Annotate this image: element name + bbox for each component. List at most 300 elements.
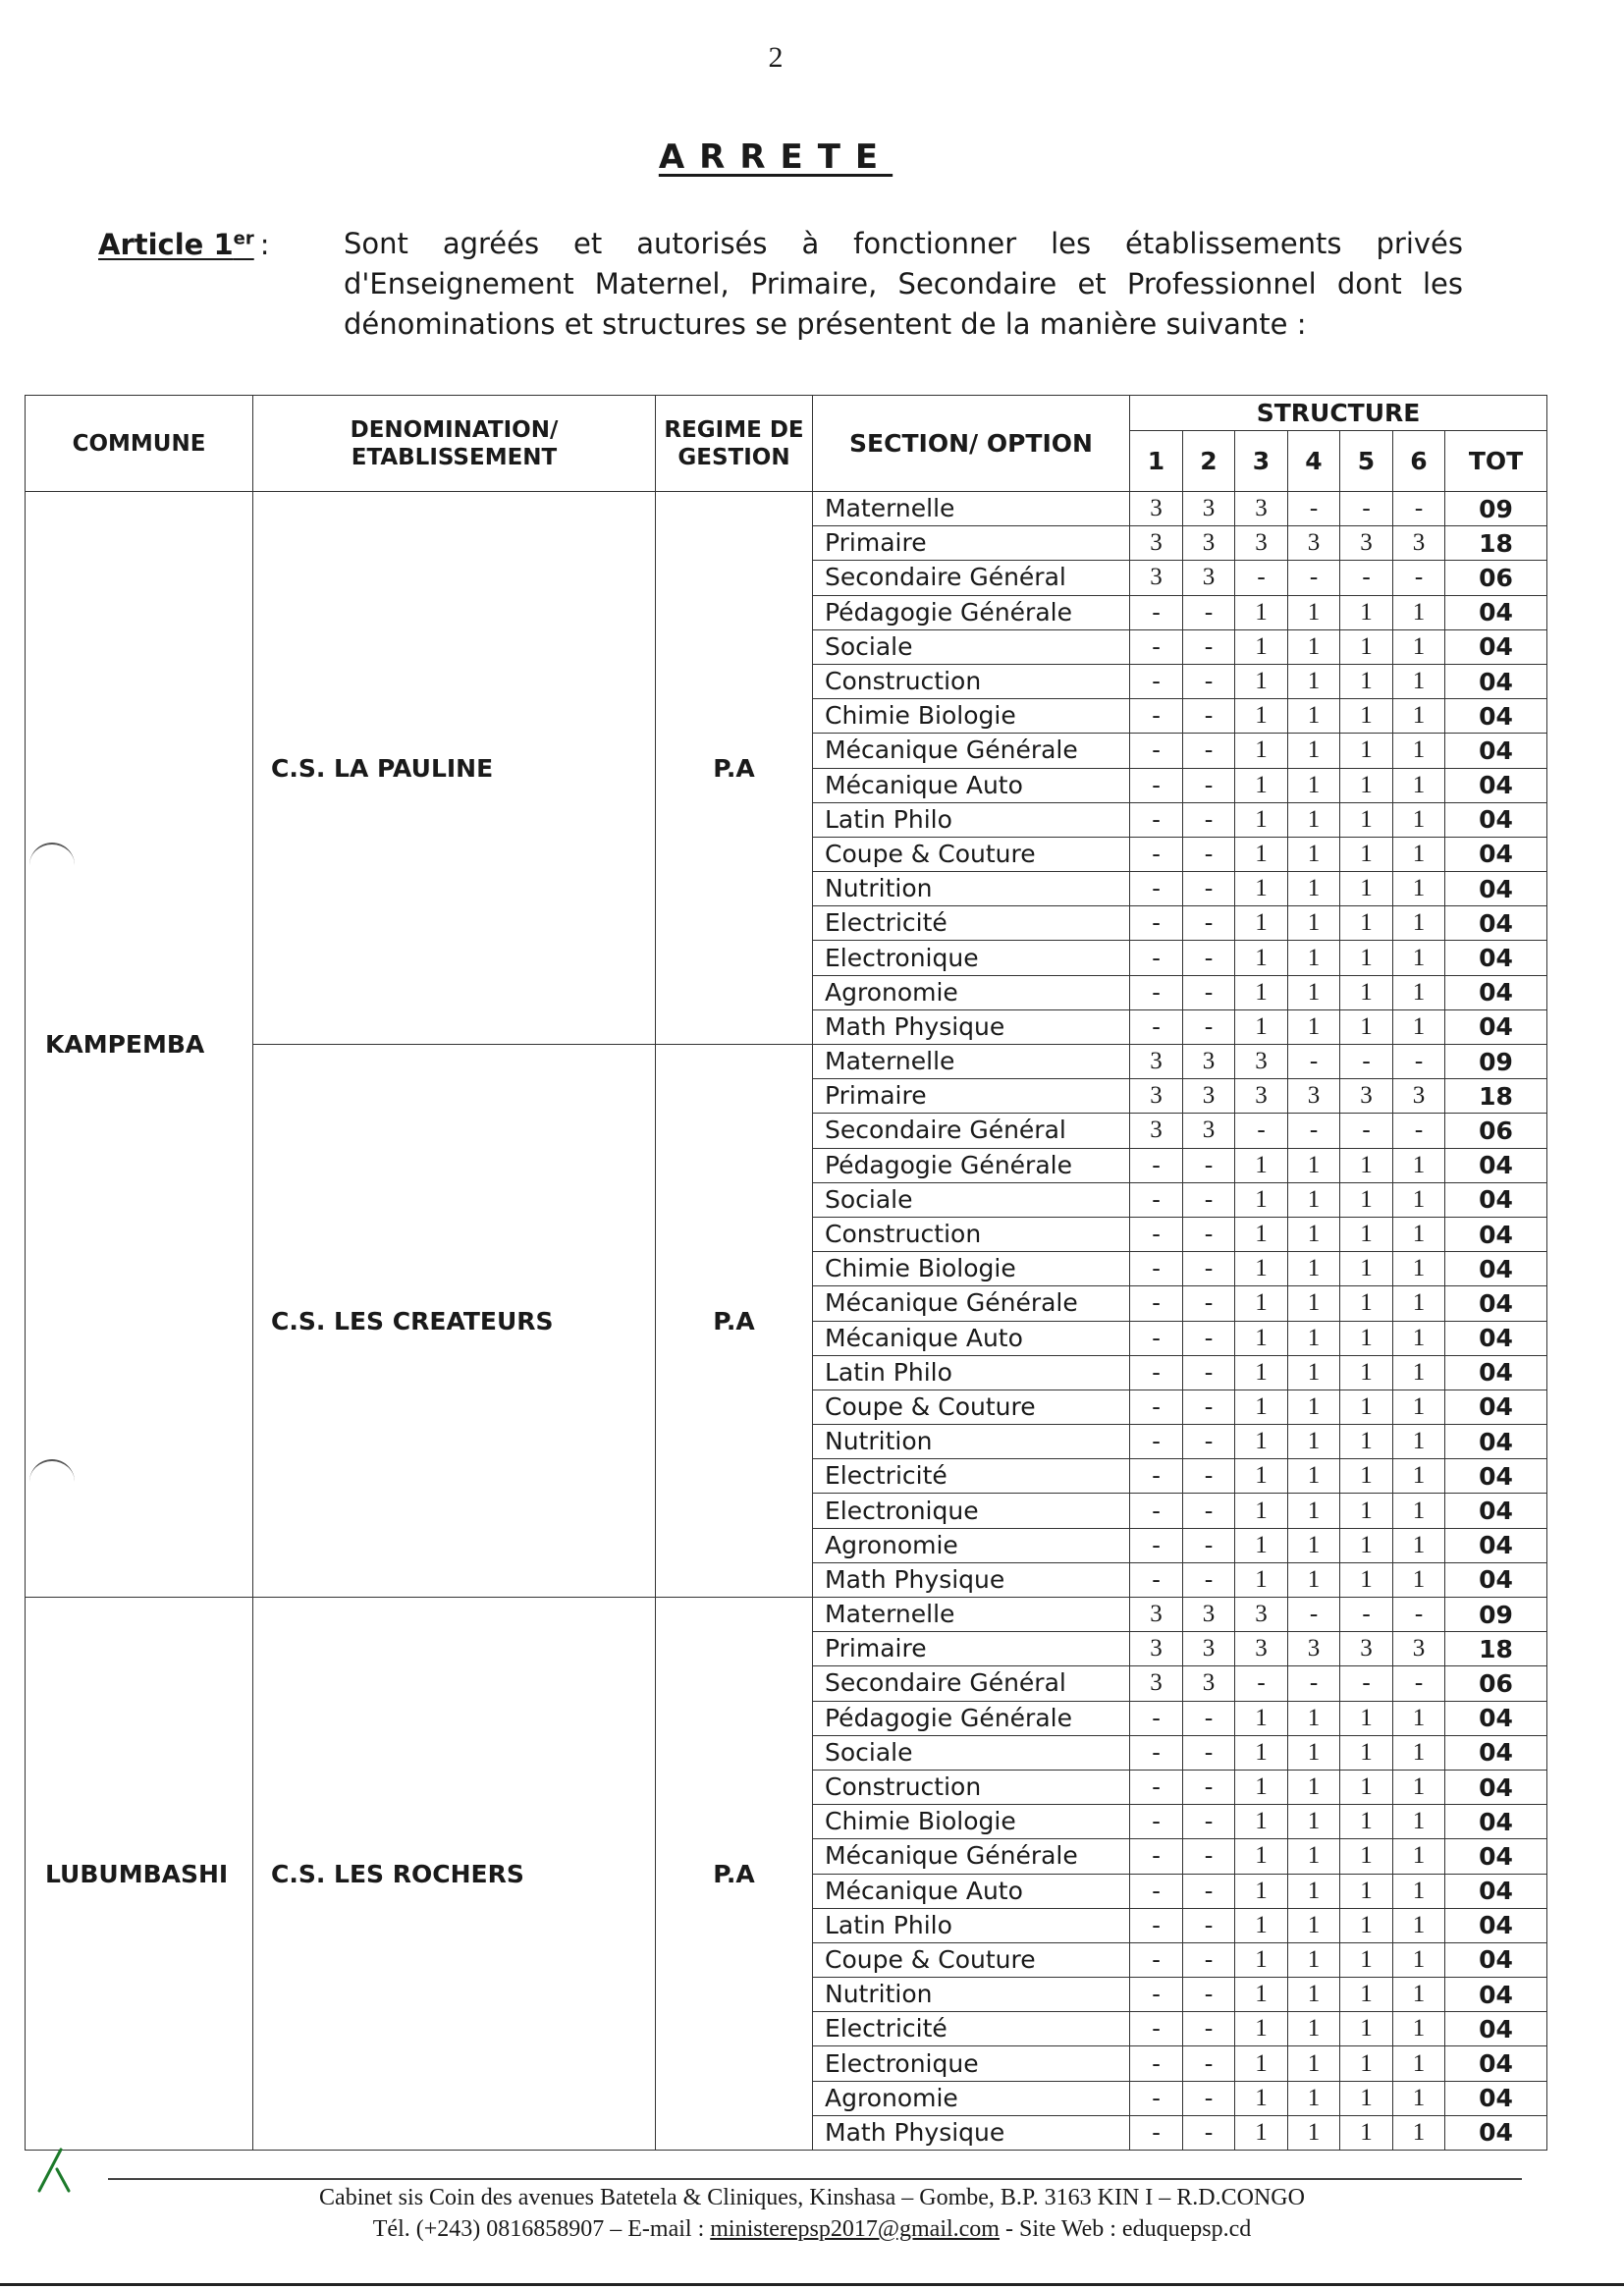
level-6-cell: 1 bbox=[1393, 1009, 1445, 1044]
level-2-cell: 3 bbox=[1183, 1666, 1235, 1701]
level-3-cell: 1 bbox=[1235, 1252, 1288, 1286]
level-4-cell: - bbox=[1288, 1114, 1340, 1148]
level-3-cell: 1 bbox=[1235, 595, 1288, 629]
level-2-cell: - bbox=[1183, 1528, 1235, 1562]
level-5-cell: 3 bbox=[1340, 526, 1393, 561]
level-1-cell: - bbox=[1130, 1494, 1183, 1528]
section-option-cell: Agronomie bbox=[813, 1528, 1130, 1562]
level-6-cell: 1 bbox=[1393, 1390, 1445, 1424]
level-5-cell: 1 bbox=[1340, 664, 1393, 698]
level-6-cell: 1 bbox=[1393, 1874, 1445, 1908]
level-4-cell: 1 bbox=[1288, 1425, 1340, 1459]
level-6-cell: 1 bbox=[1393, 1942, 1445, 1977]
total-cell: 18 bbox=[1445, 526, 1547, 561]
level-3-cell: 1 bbox=[1235, 664, 1288, 698]
commune-cell: LUBUMBASHI bbox=[26, 1598, 253, 2151]
total-cell: 04 bbox=[1445, 1805, 1547, 1839]
level-4-cell: 1 bbox=[1288, 1942, 1340, 1977]
level-5-cell: 1 bbox=[1340, 1355, 1393, 1390]
level-5-cell: - bbox=[1340, 1045, 1393, 1079]
level-3-cell: 1 bbox=[1235, 1908, 1288, 1942]
level-3-cell: 1 bbox=[1235, 2012, 1288, 2046]
level-3-cell: 1 bbox=[1235, 1217, 1288, 1251]
level-5-cell: 1 bbox=[1340, 906, 1393, 941]
level-3-cell: 1 bbox=[1235, 1355, 1288, 1390]
level-4-cell: 1 bbox=[1288, 1217, 1340, 1251]
section-option-cell: Sociale bbox=[813, 1735, 1130, 1770]
level-2-cell: - bbox=[1183, 1390, 1235, 1424]
level-2-cell: - bbox=[1183, 1252, 1235, 1286]
level-4-cell: 3 bbox=[1288, 1632, 1340, 1666]
level-1-cell: 3 bbox=[1130, 1666, 1183, 1701]
level-5-cell: 1 bbox=[1340, 837, 1393, 871]
level-3-cell: 1 bbox=[1235, 629, 1288, 664]
total-cell: 04 bbox=[1445, 1735, 1547, 1770]
header-section: SECTION/ OPTION bbox=[813, 396, 1130, 492]
level-6-cell: 1 bbox=[1393, 1494, 1445, 1528]
level-4-cell: 3 bbox=[1288, 1079, 1340, 1114]
level-3-cell: 1 bbox=[1235, 941, 1288, 975]
level-6-cell: - bbox=[1393, 1114, 1445, 1148]
level-5-cell: 1 bbox=[1340, 1009, 1393, 1044]
level-2-cell: - bbox=[1183, 1805, 1235, 1839]
total-cell: 04 bbox=[1445, 1425, 1547, 1459]
total-cell: 04 bbox=[1445, 1908, 1547, 1942]
section-option-cell: Nutrition bbox=[813, 872, 1130, 906]
level-5-cell: 1 bbox=[1340, 1459, 1393, 1494]
section-option-cell: Maternelle bbox=[813, 492, 1130, 526]
level-1-cell: - bbox=[1130, 1182, 1183, 1217]
total-cell: 04 bbox=[1445, 1390, 1547, 1424]
level-2-cell: - bbox=[1183, 837, 1235, 871]
section-option-cell: Mécanique Générale bbox=[813, 1286, 1130, 1321]
total-cell: 04 bbox=[1445, 2046, 1547, 2081]
level-1-cell: - bbox=[1130, 734, 1183, 768]
level-5-cell: 1 bbox=[1340, 1701, 1393, 1735]
level-5-cell: 1 bbox=[1340, 1908, 1393, 1942]
level-5-cell: - bbox=[1340, 1114, 1393, 1148]
level-3-cell: 1 bbox=[1235, 734, 1288, 768]
level-5-cell: 1 bbox=[1340, 768, 1393, 802]
table-body bbox=[26, 492, 1547, 2151]
level-4-cell: 1 bbox=[1288, 1390, 1340, 1424]
header-level-5: 5 bbox=[1340, 431, 1393, 492]
section-option-cell: Primaire bbox=[813, 1079, 1130, 1114]
level-4-cell: 1 bbox=[1288, 1148, 1340, 1182]
level-2-cell: - bbox=[1183, 595, 1235, 629]
level-2-cell: - bbox=[1183, 1494, 1235, 1528]
total-cell: 04 bbox=[1445, 2115, 1547, 2150]
level-6-cell: 3 bbox=[1393, 1632, 1445, 1666]
level-3-cell: 1 bbox=[1235, 1839, 1288, 1874]
level-2-cell: 3 bbox=[1183, 1598, 1235, 1632]
level-1-cell: 3 bbox=[1130, 492, 1183, 526]
total-cell: 04 bbox=[1445, 1528, 1547, 1562]
total-cell: 09 bbox=[1445, 1045, 1547, 1079]
total-cell: 04 bbox=[1445, 906, 1547, 941]
level-1-cell: 3 bbox=[1130, 1632, 1183, 1666]
total-cell: 04 bbox=[1445, 1839, 1547, 1874]
level-2-cell: - bbox=[1183, 1355, 1235, 1390]
level-6-cell: - bbox=[1393, 561, 1445, 595]
header-commune: COMMUNE bbox=[26, 396, 253, 492]
section-option-cell: Electronique bbox=[813, 2046, 1130, 2081]
section-option-cell: Mécanique Générale bbox=[813, 734, 1130, 768]
level-3-cell: 1 bbox=[1235, 1701, 1288, 1735]
level-2-cell: - bbox=[1183, 1425, 1235, 1459]
level-6-cell: 1 bbox=[1393, 1562, 1445, 1597]
level-4-cell: - bbox=[1288, 1598, 1340, 1632]
regime-cell: P.A bbox=[656, 1598, 813, 2151]
section-option-cell: Secondaire Général bbox=[813, 1666, 1130, 1701]
level-6-cell: 1 bbox=[1393, 2081, 1445, 2115]
level-3-cell: 1 bbox=[1235, 872, 1288, 906]
article-label bbox=[98, 228, 270, 261]
level-6-cell: 1 bbox=[1393, 768, 1445, 802]
level-5-cell: 1 bbox=[1340, 1425, 1393, 1459]
section-option-cell: Mécanique Auto bbox=[813, 1874, 1130, 1908]
level-4-cell: 1 bbox=[1288, 2115, 1340, 2150]
level-1-cell: - bbox=[1130, 1770, 1183, 1804]
level-1-cell: - bbox=[1130, 699, 1183, 734]
level-4-cell: 1 bbox=[1288, 906, 1340, 941]
level-2-cell: 3 bbox=[1183, 1114, 1235, 1148]
level-6-cell: 1 bbox=[1393, 1459, 1445, 1494]
level-2-cell: - bbox=[1183, 629, 1235, 664]
footer-contact bbox=[0, 2213, 1624, 2245]
level-3-cell: 3 bbox=[1235, 492, 1288, 526]
level-4-cell: 1 bbox=[1288, 1978, 1340, 2012]
level-6-cell: 1 bbox=[1393, 1701, 1445, 1735]
level-1-cell: 3 bbox=[1130, 1045, 1183, 1079]
level-1-cell: - bbox=[1130, 1252, 1183, 1286]
section-option-cell: Secondaire Général bbox=[813, 561, 1130, 595]
level-2-cell: - bbox=[1183, 1217, 1235, 1251]
level-3-cell: 1 bbox=[1235, 1770, 1288, 1804]
level-6-cell: 1 bbox=[1393, 699, 1445, 734]
level-4-cell: 1 bbox=[1288, 1459, 1340, 1494]
level-2-cell: 3 bbox=[1183, 492, 1235, 526]
level-3-cell: 1 bbox=[1235, 837, 1288, 871]
level-6-cell: - bbox=[1393, 1045, 1445, 1079]
section-option-cell: Coupe & Couture bbox=[813, 1390, 1130, 1424]
establishment-cell: C.S. LA PAULINE bbox=[253, 492, 656, 1045]
level-2-cell: 3 bbox=[1183, 1632, 1235, 1666]
footer-site: - Site Web : eduquepsp.cd bbox=[1004, 2216, 1252, 2242]
total-cell: 04 bbox=[1445, 941, 1547, 975]
section-option-cell: Maternelle bbox=[813, 1598, 1130, 1632]
level-3-cell: 3 bbox=[1235, 1045, 1288, 1079]
level-3-cell: 1 bbox=[1235, 1528, 1288, 1562]
level-3-cell: 1 bbox=[1235, 1182, 1288, 1217]
level-4-cell: 1 bbox=[1288, 1735, 1340, 1770]
level-5-cell: 1 bbox=[1340, 872, 1393, 906]
level-4-cell: 1 bbox=[1288, 872, 1340, 906]
level-4-cell: 1 bbox=[1288, 1321, 1340, 1355]
level-3-cell: - bbox=[1235, 1666, 1288, 1701]
total-cell: 04 bbox=[1445, 1459, 1547, 1494]
level-1-cell: 3 bbox=[1130, 1079, 1183, 1114]
section-option-cell: Chimie Biologie bbox=[813, 699, 1130, 734]
level-6-cell: 1 bbox=[1393, 1252, 1445, 1286]
section-option-cell: Agronomie bbox=[813, 975, 1130, 1009]
article-number: Article 1 bbox=[98, 228, 234, 261]
establishment-cell: C.S. LES ROCHERS bbox=[253, 1598, 656, 2151]
section-option-cell: Mécanique Générale bbox=[813, 1839, 1130, 1874]
level-1-cell: - bbox=[1130, 1839, 1183, 1874]
level-6-cell: 3 bbox=[1393, 526, 1445, 561]
level-2-cell: - bbox=[1183, 1839, 1235, 1874]
page-bottom-edge bbox=[0, 2283, 1624, 2286]
section-option-cell: Sociale bbox=[813, 629, 1130, 664]
level-3-cell: 1 bbox=[1235, 975, 1288, 1009]
section-option-cell: Math Physique bbox=[813, 1009, 1130, 1044]
section-option-cell: Mécanique Auto bbox=[813, 768, 1130, 802]
level-1-cell: - bbox=[1130, 1148, 1183, 1182]
level-2-cell: - bbox=[1183, 1908, 1235, 1942]
level-1-cell: - bbox=[1130, 802, 1183, 837]
level-1-cell: - bbox=[1130, 1874, 1183, 1908]
level-2-cell: - bbox=[1183, 1701, 1235, 1735]
level-4-cell: - bbox=[1288, 492, 1340, 526]
section-option-cell: Electricité bbox=[813, 2012, 1130, 2046]
section-option-cell: Coupe & Couture bbox=[813, 837, 1130, 871]
total-cell: 18 bbox=[1445, 1632, 1547, 1666]
total-cell: 04 bbox=[1445, 1494, 1547, 1528]
level-4-cell: 1 bbox=[1288, 1874, 1340, 1908]
header-level-2: 2 bbox=[1183, 431, 1235, 492]
level-2-cell: - bbox=[1183, 664, 1235, 698]
level-5-cell: 1 bbox=[1340, 1805, 1393, 1839]
level-1-cell: - bbox=[1130, 1701, 1183, 1735]
level-1-cell: 3 bbox=[1130, 1114, 1183, 1148]
level-4-cell: 1 bbox=[1288, 595, 1340, 629]
level-6-cell: 1 bbox=[1393, 1908, 1445, 1942]
total-cell: 04 bbox=[1445, 1770, 1547, 1804]
level-4-cell: 1 bbox=[1288, 1252, 1340, 1286]
total-cell: 04 bbox=[1445, 1182, 1547, 1217]
level-4-cell: 1 bbox=[1288, 1286, 1340, 1321]
level-2-cell: - bbox=[1183, 1321, 1235, 1355]
level-3-cell: 1 bbox=[1235, 1805, 1288, 1839]
level-1-cell: - bbox=[1130, 2115, 1183, 2150]
level-4-cell: 1 bbox=[1288, 734, 1340, 768]
total-cell: 04 bbox=[1445, 1701, 1547, 1735]
section-option-cell: Electronique bbox=[813, 1494, 1130, 1528]
level-1-cell: - bbox=[1130, 664, 1183, 698]
level-4-cell: 1 bbox=[1288, 629, 1340, 664]
level-5-cell: 1 bbox=[1340, 1390, 1393, 1424]
level-6-cell: 1 bbox=[1393, 2115, 1445, 2150]
level-5-cell: 1 bbox=[1340, 2081, 1393, 2115]
section-option-cell: Latin Philo bbox=[813, 1908, 1130, 1942]
level-3-cell: 1 bbox=[1235, 1459, 1288, 1494]
section-option-cell: Secondaire Général bbox=[813, 1114, 1130, 1148]
level-6-cell: 1 bbox=[1393, 2012, 1445, 2046]
total-cell: 04 bbox=[1445, 734, 1547, 768]
table-row bbox=[26, 492, 1547, 526]
header-denomination: DENOMINATION/ ETABLISSEMENT bbox=[253, 396, 656, 492]
total-cell: 04 bbox=[1445, 837, 1547, 871]
header-level-1: 1 bbox=[1130, 431, 1183, 492]
level-5-cell: 3 bbox=[1340, 1632, 1393, 1666]
level-2-cell: - bbox=[1183, 1286, 1235, 1321]
commune-cell: KAMPEMBA bbox=[26, 492, 253, 1598]
level-6-cell: 1 bbox=[1393, 664, 1445, 698]
structure-table bbox=[25, 395, 1547, 2151]
level-6-cell: 1 bbox=[1393, 1978, 1445, 2012]
level-4-cell: 1 bbox=[1288, 1562, 1340, 1597]
level-1-cell: - bbox=[1130, 1009, 1183, 1044]
level-6-cell: 1 bbox=[1393, 1770, 1445, 1804]
total-cell: 04 bbox=[1445, 1355, 1547, 1390]
section-option-cell: Chimie Biologie bbox=[813, 1805, 1130, 1839]
level-5-cell: - bbox=[1340, 492, 1393, 526]
level-1-cell: - bbox=[1130, 1390, 1183, 1424]
level-2-cell: - bbox=[1183, 1148, 1235, 1182]
total-cell: 06 bbox=[1445, 1666, 1547, 1701]
section-option-cell: Sociale bbox=[813, 1182, 1130, 1217]
level-6-cell: 1 bbox=[1393, 1528, 1445, 1562]
level-2-cell: - bbox=[1183, 768, 1235, 802]
level-6-cell: 1 bbox=[1393, 629, 1445, 664]
section-option-cell: Electricité bbox=[813, 906, 1130, 941]
table-row bbox=[26, 1045, 1547, 1079]
level-1-cell: - bbox=[1130, 1425, 1183, 1459]
section-option-cell: Latin Philo bbox=[813, 802, 1130, 837]
level-6-cell: 1 bbox=[1393, 734, 1445, 768]
level-4-cell: - bbox=[1288, 561, 1340, 595]
total-cell: 04 bbox=[1445, 2012, 1547, 2046]
level-3-cell: - bbox=[1235, 561, 1288, 595]
total-cell: 09 bbox=[1445, 492, 1547, 526]
level-2-cell: - bbox=[1183, 1770, 1235, 1804]
header-structure: STRUCTURE bbox=[1130, 396, 1547, 431]
section-option-cell: Latin Philo bbox=[813, 1355, 1130, 1390]
total-cell: 09 bbox=[1445, 1598, 1547, 1632]
level-4-cell: 1 bbox=[1288, 1528, 1340, 1562]
level-5-cell: 1 bbox=[1340, 1978, 1393, 2012]
level-4-cell: 1 bbox=[1288, 1805, 1340, 1839]
level-1-cell: - bbox=[1130, 975, 1183, 1009]
table-row bbox=[26, 1598, 1547, 1632]
level-2-cell: - bbox=[1183, 1978, 1235, 2012]
level-4-cell: 1 bbox=[1288, 837, 1340, 871]
level-1-cell: - bbox=[1130, 1805, 1183, 1839]
total-cell: 04 bbox=[1445, 699, 1547, 734]
section-option-cell: Math Physique bbox=[813, 1562, 1130, 1597]
level-1-cell: - bbox=[1130, 1562, 1183, 1597]
level-6-cell: 1 bbox=[1393, 1148, 1445, 1182]
level-5-cell: 1 bbox=[1340, 1148, 1393, 1182]
level-3-cell: 1 bbox=[1235, 1425, 1288, 1459]
level-6-cell: - bbox=[1393, 1666, 1445, 1701]
article-label-text bbox=[98, 228, 254, 261]
level-6-cell: 3 bbox=[1393, 1079, 1445, 1114]
level-1-cell: - bbox=[1130, 2081, 1183, 2115]
level-6-cell: 1 bbox=[1393, 906, 1445, 941]
level-2-cell: - bbox=[1183, 2046, 1235, 2081]
total-cell: 04 bbox=[1445, 802, 1547, 837]
level-4-cell: 1 bbox=[1288, 802, 1340, 837]
level-3-cell: 1 bbox=[1235, 1390, 1288, 1424]
total-cell: 18 bbox=[1445, 1079, 1547, 1114]
level-2-cell: - bbox=[1183, 734, 1235, 768]
level-1-cell: - bbox=[1130, 1459, 1183, 1494]
level-4-cell: 1 bbox=[1288, 2046, 1340, 2081]
footer-email-link[interactable]: ministerepsp2017@gmail.com bbox=[710, 2216, 1000, 2242]
level-1-cell: - bbox=[1130, 872, 1183, 906]
level-1-cell: - bbox=[1130, 1217, 1183, 1251]
header-regime: REGIME DE GESTION bbox=[656, 396, 813, 492]
section-option-cell: Primaire bbox=[813, 526, 1130, 561]
level-1-cell: - bbox=[1130, 1978, 1183, 2012]
level-6-cell: 1 bbox=[1393, 1735, 1445, 1770]
level-6-cell: - bbox=[1393, 1598, 1445, 1632]
level-6-cell: 1 bbox=[1393, 595, 1445, 629]
level-6-cell: 1 bbox=[1393, 1182, 1445, 1217]
level-2-cell: - bbox=[1183, 1562, 1235, 1597]
level-5-cell: 1 bbox=[1340, 595, 1393, 629]
header-level-4: 4 bbox=[1288, 431, 1340, 492]
header-level-6: 6 bbox=[1393, 431, 1445, 492]
level-1-cell: - bbox=[1130, 1942, 1183, 1977]
level-1-cell: - bbox=[1130, 906, 1183, 941]
level-3-cell: 1 bbox=[1235, 1874, 1288, 1908]
section-option-cell: Construction bbox=[813, 1770, 1130, 1804]
level-3-cell: 1 bbox=[1235, 1321, 1288, 1355]
section-option-cell: Electronique bbox=[813, 941, 1130, 975]
level-5-cell: 1 bbox=[1340, 699, 1393, 734]
level-1-cell: - bbox=[1130, 2046, 1183, 2081]
section-option-cell: Maternelle bbox=[813, 1045, 1130, 1079]
level-5-cell: 1 bbox=[1340, 1494, 1393, 1528]
level-6-cell: 1 bbox=[1393, 872, 1445, 906]
level-1-cell: 3 bbox=[1130, 1598, 1183, 1632]
level-5-cell: 3 bbox=[1340, 1079, 1393, 1114]
level-6-cell: 1 bbox=[1393, 802, 1445, 837]
level-4-cell: 1 bbox=[1288, 1839, 1340, 1874]
level-1-cell: - bbox=[1130, 941, 1183, 975]
level-5-cell: 1 bbox=[1340, 1942, 1393, 1977]
level-5-cell: 1 bbox=[1340, 2115, 1393, 2150]
level-5-cell: 1 bbox=[1340, 975, 1393, 1009]
level-1-cell: - bbox=[1130, 1735, 1183, 1770]
level-3-cell: 1 bbox=[1235, 2046, 1288, 2081]
level-2-cell: - bbox=[1183, 872, 1235, 906]
total-cell: 06 bbox=[1445, 561, 1547, 595]
level-4-cell: 3 bbox=[1288, 526, 1340, 561]
level-1-cell: 3 bbox=[1130, 526, 1183, 561]
level-2-cell: - bbox=[1183, 802, 1235, 837]
level-4-cell: 1 bbox=[1288, 975, 1340, 1009]
level-3-cell: 1 bbox=[1235, 1978, 1288, 2012]
level-6-cell: 1 bbox=[1393, 1321, 1445, 1355]
level-2-cell: - bbox=[1183, 906, 1235, 941]
establishment-cell: C.S. LES CREATEURS bbox=[253, 1045, 656, 1598]
level-5-cell: 1 bbox=[1340, 1528, 1393, 1562]
total-cell: 04 bbox=[1445, 1286, 1547, 1321]
level-4-cell: 1 bbox=[1288, 1355, 1340, 1390]
level-6-cell: 1 bbox=[1393, 975, 1445, 1009]
level-5-cell: 1 bbox=[1340, 1286, 1393, 1321]
footer-tel: Tél. (+243) 0816858907 – E-mail : bbox=[372, 2216, 705, 2242]
total-cell: 04 bbox=[1445, 975, 1547, 1009]
total-cell: 04 bbox=[1445, 1321, 1547, 1355]
section-option-cell: Construction bbox=[813, 664, 1130, 698]
level-3-cell: 1 bbox=[1235, 2081, 1288, 2115]
level-4-cell: 1 bbox=[1288, 768, 1340, 802]
